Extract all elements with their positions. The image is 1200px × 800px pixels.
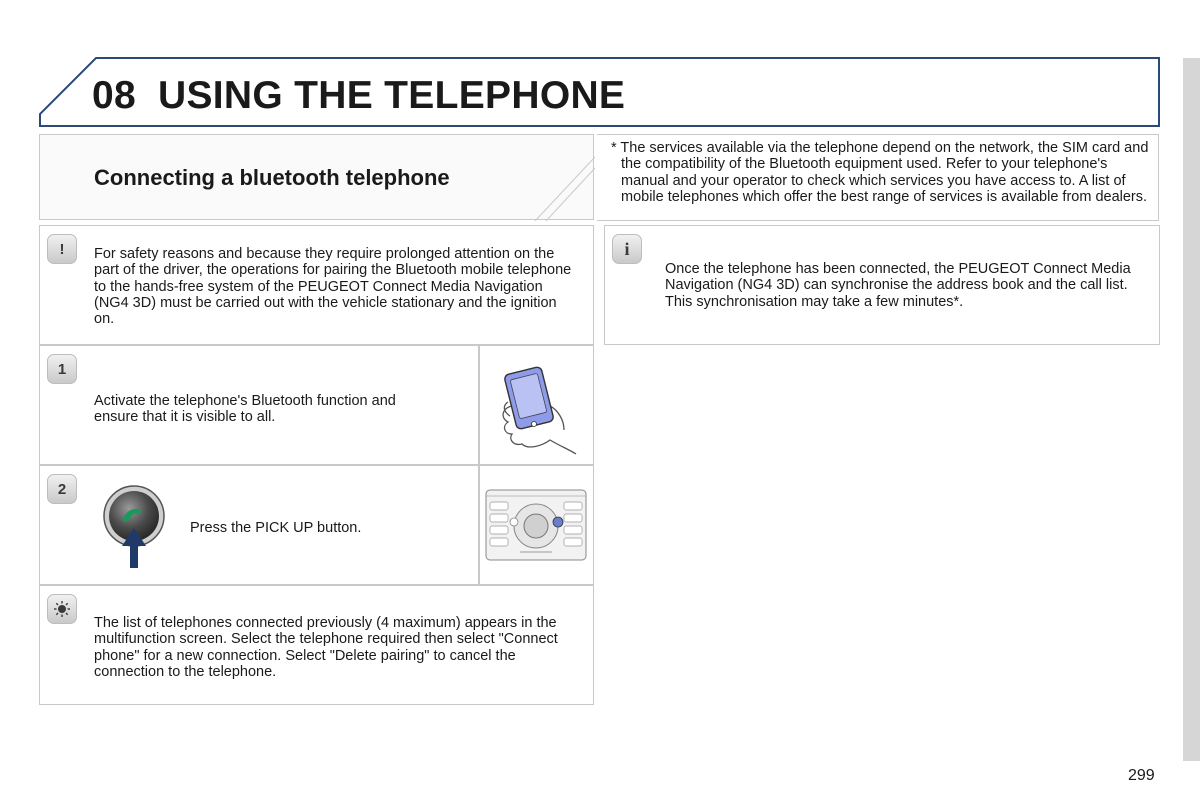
tip-text: The list of telephones connected previously (4 maximum) appears in the multifunction screen. Select the telephone required then select "Connect phone" for a new connection. Select "Delete pairing" to cancel the connection to the telephone. xyxy=(94,615,558,680)
step-1-box xyxy=(39,345,479,465)
footnote-text: * The services available via the telephone depend on the network, the SIM card and the compatibility of the Bluetooth equipment used. Refer to your telephone's manual and your operator to check which services you have access to. A list of mobile telephones which offer the best range of services is available from dealers. xyxy=(611,140,1149,205)
step-1-illustration-box xyxy=(479,345,594,465)
info-box xyxy=(604,225,1160,345)
lightbulb-icon xyxy=(47,594,77,624)
step-2-text: Press the PICK UP button. xyxy=(190,520,362,536)
exclamation-icon: ! xyxy=(47,234,77,264)
chapter-number: 08 xyxy=(92,74,136,117)
step-1-text: Activate the telephone's Bluetooth function and ensure that it is visible to all. xyxy=(94,393,396,426)
hand-holding-phone-illustration xyxy=(480,346,595,466)
step-number-badge: 2 xyxy=(47,474,77,504)
step-2-box xyxy=(39,465,479,585)
warning-box xyxy=(39,225,594,345)
footnote-box xyxy=(597,134,1159,221)
warning-text: For safety reasons and because they require prolonged attention on the part of the driver, the operations for pairing the Bluetooth mobile telephone to the hands-free system of the PEUGEOT Connect Media Navigation (NG4 3D) must be carried out with the vehicle stationary and the ignition on. xyxy=(94,246,572,328)
info-text: Once the telephone has been connected, the PEUGEOT Connect Media Navigation (NG4 3D) can synchronise the address book and the call list. This synchronisation may take a few minutes*. xyxy=(665,261,1131,310)
page-number: 299 xyxy=(1128,767,1155,784)
step-2-illustration-box xyxy=(479,465,594,585)
dashboard-control-panel-illustration xyxy=(480,466,595,586)
chapter-title: USING THE TELEPHONE xyxy=(157,74,626,117)
pickup-button-icon xyxy=(102,484,166,570)
side-tab-bar xyxy=(1183,58,1200,761)
chapter-heading xyxy=(92,72,625,120)
step-number-badge: 1 xyxy=(47,354,77,384)
section-title: Connecting a bluetooth telephone xyxy=(94,165,450,190)
section-header-box xyxy=(39,134,594,220)
info-icon: i xyxy=(612,234,642,264)
tip-box xyxy=(39,585,594,705)
